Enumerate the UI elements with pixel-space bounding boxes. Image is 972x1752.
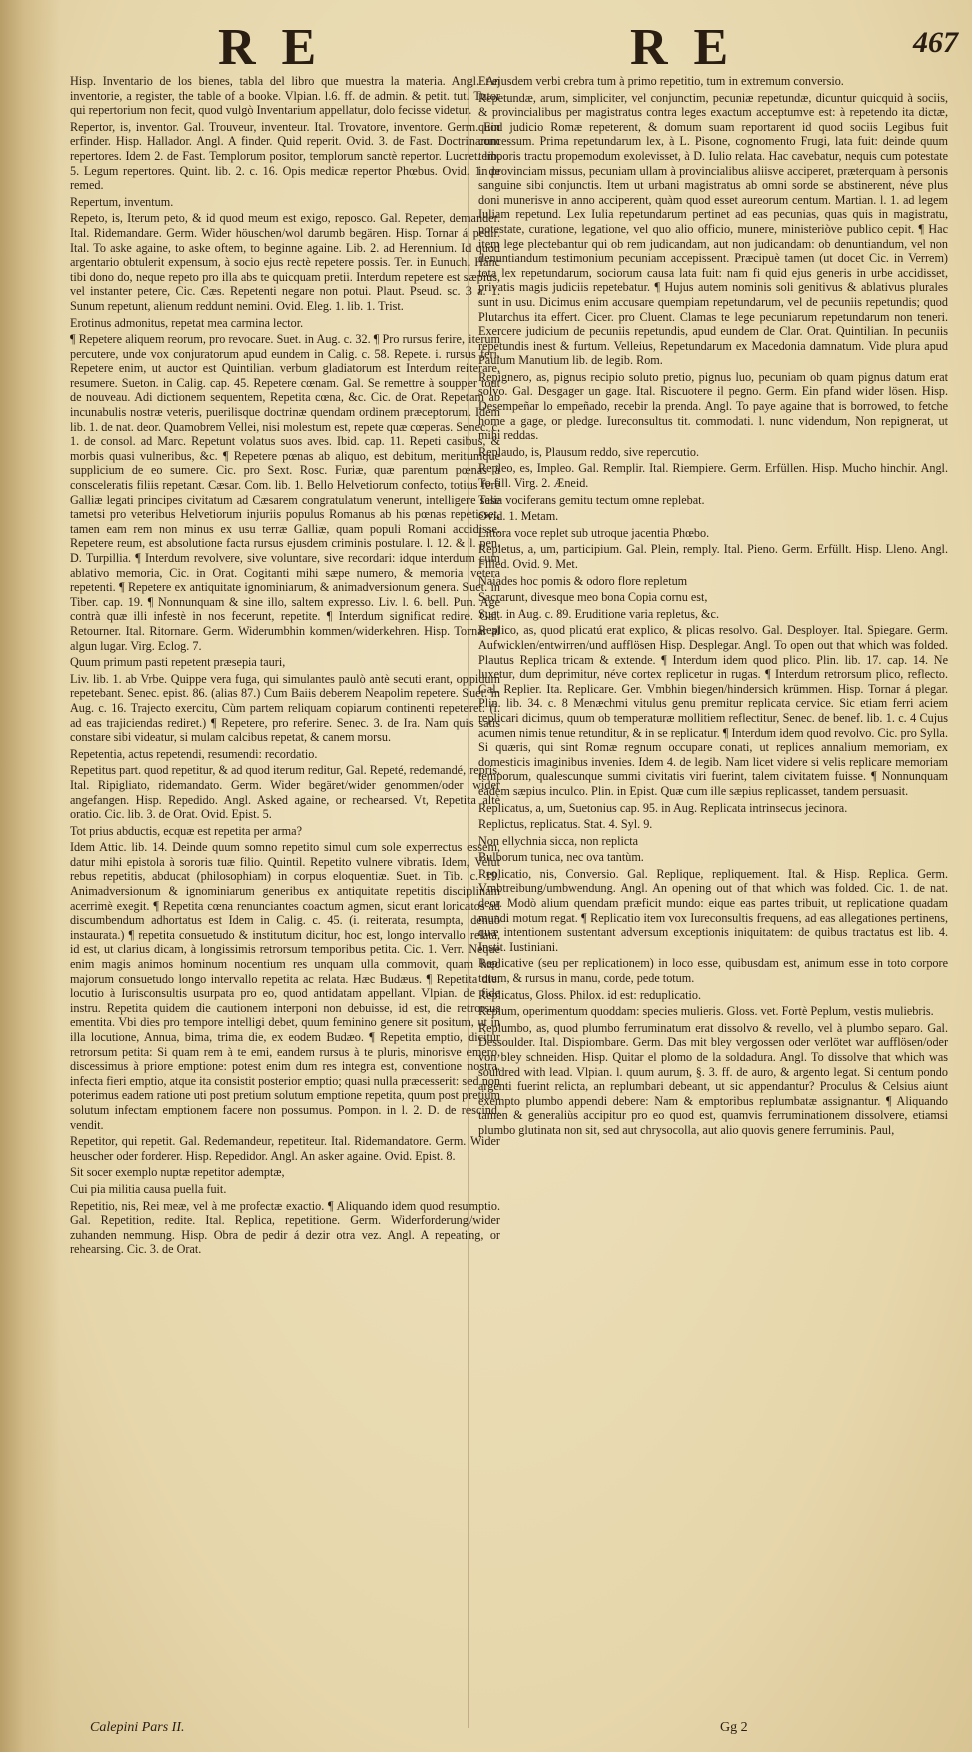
dictionary-entry: Erotinus admonitus, repetat mea carmina lector. bbox=[70, 315, 304, 330]
left-guide-word: RE bbox=[218, 19, 343, 76]
dictionary-entry: Repertor, is, inventor. Gal. Trouveur, inventeur. Ital. Trovatore, inventore. Germ. Ein erfinder. Hisp. Hallador. Angl. A finder. Quid reperit. Ovid. 3. de Fast. Doctrinarum repertores. Idem 2. de Fast. Templorum positor, templorum sanctè repertor. Lucret. lib. 5. Legum repertores. Quint. lib. 2. c. 16. Opis medicæ repertor Phœbus. Ovid. 1. de remed. bbox=[70, 119, 500, 193]
dictionary-entry: Et ejusdem verbi crebra tum à primo repetitio, tum in extremum conversio. bbox=[478, 74, 844, 88]
dictionary-entry: Tot prius abductis, ecquæ est repetita per arma? bbox=[70, 823, 302, 838]
dictionary-entry: Repignero, as, pignus recipio soluto pretio, pignus luo, pecuniam ob quam pignus datum erat solvo. Gal. Desgager un gage. Ital. Riscuotere il pegno. Germ. Ein pfand wider lösen. Hisp. Desempeñar lo empeñado, recebir la prenda. Angl. To paye againe that is borrowed, to fetche home a gage, or pledge. Iureconsultus tit. commodati. l. nunc videndum, Non repignerat, ut mihi reddas. bbox=[478, 369, 948, 443]
dictionary-entry: Repetitio, nis, Rei meæ, vel à me profectæ exactio. ¶ Aliquando idem quod resumptio. Gal. Repetition, redite. Ital. Replica, repetitione. Germ. Widerforderung/wider zuhanden nemmung. Hisp. Obra de pedir á dezir otra vez. Angl. A repeating, or rehearsing. Cic. 3. de Orat. bbox=[70, 1198, 500, 1257]
dictionary-entry: Replum, operimentum quoddam: species mulieris. Gloss. vet. Fortè Peplum, vestis muliebris. bbox=[478, 1004, 934, 1019]
page-number: 467 bbox=[913, 26, 958, 59]
dictionary-entry: Ovid. 1. Metam. bbox=[478, 509, 559, 524]
dictionary-entry: Replaudo, is, Plausum reddo, sive repercutio. bbox=[478, 444, 700, 459]
dictionary-entry: Talia vociferans gemitu tectum omne replebat. bbox=[478, 492, 705, 507]
dictionary-entry: Replicatio, nis, Conversio. Gal. Replique, repliquement. Ital. & Hisp. Replica. Germ. Vmbtreibung/umbwendung. Angl. An opening out of that which was folded. Cic. 1. de nat. deor. Modò alium quendam præficit mundo: eique eas partes tribuit, ut replicatione quadam mundi motum regat. ¶ Replicatio item vox Iureconsultis frequens, ad eas allegationes pertinens, quæ intentionem sustentant adversum exceptionis iniquitatem: de quibus tractatus est lib. 4. Instit. Iustiniani. bbox=[478, 866, 948, 954]
dictionary-entry: Repetundæ, arum, simpliciter, vel conjunctim, pecuniæ repetundæ, dicuntur quicquid à sociis, & provincialibus per magistratus contra leges exactum acceptumve est: à repetendo ita dictæ, quod judicio Romæ repeterent, & domum suam reportarent id quod sociis Legibus fuit concessum. Prima repetundarum lex, à L. Pisone, cognomento Frugi, lata fuit: deinde quum temporis tractu propemodum exolevisset, à D. Iulio relata. Hac cavebatur, nequis cum potestate in provinciam missus, pecuniam ullam à provincialibus aliisve acciperet, præterquam à personis sanguine sibi conjunctis. Item ut urbani magistratus ab omni sorde se abstinerent, néve plus doni munerisve in anno acciperent, quàm quod esset aureorum centum. Martian. l. 1. ad legem Iuliam repetund. Lex Iulia repetundarum pertinet ad eas pecunias, quas quis in magistratu, potestate, curatione, legatione, vel quo alio officio, munere, ministeriòve publico cepit. ¶ Hac item lege plectebantur qui ob rem judicandam, aut non judicandam: ob denuntiandum, vel non denuntiandum testimonium pecuniam accepissent. Præcipuè tamen (ut docet Cic. in Verrem) tota lex repetundarum, sociorum causa lata fuit: nam fi quid ejus generis in urbe accidisset, privatis magis judiciis repetebatur. ¶ Hujus autem nominis soli genitivus & ablativus plurales sunt in usu. Dicimus enim accusare quempiam repetundarum, vel de pecuniis repetundis; quod Plutarchus ita effert. Cicer. pro Cluent. Clamas te lege pecuniarum repetundarum non teneri. Exercere judicium de pecuniis repetundis, apud eundem de Clar. Orat. Quintilian. In pecuniis repetundis inest & furtum. Velleius, Repetundarum ex Macedonia damnatum. Vide plura apud Paulum Manutium lib. de legib. Rom. bbox=[478, 90, 948, 368]
dictionary-entry: Replicatus, a, um, Suetonius cap. 95. in Aug. Replicata intrinsecus jecinora. bbox=[478, 800, 848, 815]
dictionary-entry: Replicative (seu per replicationem) in loco esse, quibusdam est, animum esse in toto corpore totum, & rursus in manu, corde, pede totum. bbox=[478, 956, 948, 986]
binding-gutter bbox=[0, 0, 60, 1752]
dictionary-entry: Repleo, es, Impleo. Gal. Remplir. Ital. Riempiere. Germ. Erfüllen. Hisp. Mucho hinchir. Angl. To fill. Virg. 2. Æneid. bbox=[478, 461, 948, 491]
dictionary-entry: Cui pia militia causa puella fuit. bbox=[70, 1181, 227, 1196]
dictionary-entry: Replicatus, Gloss. Philox. id est: reduplicatio. bbox=[478, 987, 702, 1002]
footer-title: Calepini Pars II. bbox=[90, 1720, 185, 1735]
left-column bbox=[70, 74, 500, 1724]
dictionary-entry: Sit socer exemplo nuptæ repetitor ademptæ, bbox=[70, 1165, 285, 1180]
dictionary-entry: Idem Attic. lib. 14. Deinde quum somno repetito simul cum sole experrectus essem, datur mihi epistola à sororis tuæ filio. Quintil. Repetito vulnere vibratis. Idem, Velut rebus repetitis, abducat (philosophiam) in corpus eloquentiæ. Suet. in Tib. c. 19. Animadversionum & ignominiarum generibus ex antiquitate repetitis disciplinam acerrimè exegit. ¶ Repetita cœna renunciantes coactum agmen, sicut erant loricatos ad discumbendum adhortatus est Idem in Calig. c. 45. (i. reiterata, resumpta, denuò instaurata.) ¶ repetita consuetudo & institutum dicitur, hoc est, longo intervallo relata, id est, ut clarius dicam, à longissimis retrorsum temporibus petita. Cic. 1. Verr. Neque enim magis animos hominum nocentium res unquam ulla commovit, quam hæc majorum consuetudo longo intervallo repetita ac relata. Hæc Budæus. ¶ Repetita die: locutio à Iurisconsultis usurpata pro eo, quod antidatam appellant. Vlpian. de fide instru. Repetita quidem die cautionem interponi non debuisse, id est, die retrorsus ementita. Vbi dies pro tempore intelligi debet, quum feminino genere sit positum, ut in illa locutione, Annua, bima, trima die, ex eodem Budæo. ¶ Repetita emptio, dicitur retrorsum petita: Si quam rem à te emi, eandem rursus à te pluris, minorisve emero, discessimus à priore emptione: potest enim dum res integra est, conventione nostra, infecta fieri emptio, atque ita consistit posterior emptio; quasi nulla præcesserit: sed non poterimus eadem ratione uti post pretium solutum emptione repetita, quum post pretium solutum infectam emptionem facere non possumus. Pompon. in l. 2. D. de rescind. vendit. bbox=[70, 840, 500, 1132]
dictionary-entry: Bulborum tunica, nec ova tantùm. bbox=[478, 850, 644, 865]
dictionary-entry: Replumbo, as, quod plumbo ferruminatum erat dissolvo & revello, vel à plumbo separo. Gal. Dessoulder. Ital. Dispiombare. Germ. Das mit bley vergossen oder verlötet war aufflösen/oder von bley schneiden. Hisp. Quitar el plomo de la soldadura. Angl. To dissolve that which was souldred with lead. Vlpian. l. quum aurum, §. 3. ff. de auro, & argento legat. Si centum pondo argenti fuerint relicta, an replumbari debeant, ut sic appendantur? Proculus & Celsius aiunt exempto plumbo appendi debere: Nam & emptoribus replumbatæ assignantur. ¶ Aliquando tamen & generaliùs accipitur pro eo quod est, quamvis ferruminationem dissolvere, etiamsi plumbo glutinata non sit, sed aut chrysocolla, aut alio quovis genere ferruminis. Paul, bbox=[478, 1020, 948, 1137]
dictionary-entry: Naiades hoc pomis & odoro flore repletum bbox=[478, 573, 688, 588]
dictionary-entry: Repetitor, qui repetit. Gal. Redemandeur, repetiteur. Ital. Ridemandatore. Germ. Wider heuscher oder forderer. Hisp. Repedidor. Angl. An asker againe. Ovid. Epist. 8. bbox=[70, 1134, 500, 1163]
dictionary-entry: Replictus, replicatus. Stat. 4. Syl. 9. bbox=[478, 817, 653, 832]
dictionary-entry: Repertum, inventum. bbox=[70, 194, 174, 209]
dictionary-entry: ¶ Repetere aliquem reorum, pro revocare. Suet. in Aug. c. 32. ¶ Pro rursus ferire, iterum percutere, unde vox conjuratorum apud eundem in Calig. c. 58. Repete. i. rursus feri. Repetere enim, ut auctor est Quintilian. verbum gladiatorum est Interdum reiterare, resumere. Sueton. in Calig. cap. 45. Repetere cœnam. Gal. Se remettre à soupper tout de nouveau. Adi dictionem sequentem, Repetita cœna, &c. Cic. de Orat. Repetam ab incunabulis nostræ veteris, puerilisque doctrinæ quendam ordinem præceptorum. Idem lib. 1. de nat. deor. Quamobrem Vellei, nisi molestum est, repete quæ cœperas. Senec. c. 1. de consol. ad Marc. Repetunt volatus suos aves. Ibid. cap. 11. Repeti casibus, & morbis quasi vulneribus, &c. ¶ Repetere pœnas ab aliquo, est debitum, meritumque supplicium de eo sumere. Cic. pro Sext. Rosc. Furiæ, quæ parentum pœnas à consceleratis filiis repetant. Cæsar. Com. lib. 1. Bello Helvetiorum confecto, totius ferè Galliæ legati principes civitatum ad Cæsarem congratulatum venerunt, intelligere sese tametsi pro veteribus Helvetiorum injuriis populus Romanus ab his pœnas repetisset, tamen eam rem non minus ex usu terræ Galliæ, quam populi Romani accidisse. Repetere reum, est absolutione facta rursus ejusdem criminis postulare. l. 12. & l. pen. D. Turpillia. ¶ Interdum revolvere, sive voluntare, sive recordari: idque interdum cum ablativo memoria, Cic. in Orat. Cogitanti mihi sæpe numero, & memoria vetera repetenti. ¶ Repetere ex antiquitate ignominiarum, & animadversionum genera. Suet. in Tiber. cap. 19. ¶ Nonnunquam & sine illo, saltem expresso. Liv. l. 6. bell. Pun. Age contrà quæ illi infestè in nos fecerunt, repetite. ¶ Interdum significat redire. Gal. Retourner. Ital. Ritornare. Germ. Widerumbhin kommen/widerkehren. Hisp. Tornar al algun lugar. Virg. Eclog. 7. bbox=[70, 332, 500, 653]
dictionary-entry: Repetitus part. quod repetitur, & ad quod iterum reditur, Gal. Repeté, redemandé, repris. Ital. Ripigliato, ridemandato. Germ. Wider begäret/wider genommen/oder wider angefangen. Hisp. Repedido. Angl. Asked againe, or rechearsed. Vt, Repetita altè oratio. Cic. lib. 3. de Orat. Ovid. Epist. 5. bbox=[70, 763, 500, 822]
column-divider bbox=[468, 78, 469, 1728]
signature-mark: Gg 2 bbox=[720, 1720, 748, 1735]
dictionary-entry: Suet. in Aug. c. 89. Eruditione varia repletus, &c. bbox=[478, 606, 719, 621]
dictionary-entry: Replico, as, quod plicatú erat explico, & plicas resolvo. Gal. Desployer. Ital. Spiegare. Germ. Aufwicklen/entwirren/und aufflösen Hisp. Desplegar. Angl. To open out that which was folded. Plautus Replica tricam & extende. ¶ Interdum idem quod plico. Plin. lib. 17. cap. 14. Ne luxetur, dum deprimitur, néve cortex replicetur in rugas. ¶ Interdum retrorsum plico, reflecto. Gal. Replier. Ita. Replicare. Ger. Vmbhin biegen/hindersich krümmen. Hisp. Tornar á plegar. Plin. lib. 34. c. 8 Menæchmi vitulus genu premitur replicata cervice. Sic etiam ferri aciem replicari dicimus, quum ob temperaturæ mollitiem reflectitur, Senec. de benef. lib. 1. c. 4 Cujus acumen nimis tenue retunditur, & in se replicatur. ¶ Interdum idem quod revolvo. Cic. pro Sylla. Si quæris, qui sint Romæ regnum occupare conati, ut replices annalium memoriam, ex domesticis imaginibus invenies. Idem 4. de legib. Nam licet videre si velis replicare memoriam temporum, qualescunque summi civitatis viri fuerint, talem civitatem fuisse. ¶ Nonnunquam eadem sæpius inculco. Plin. in Epist. Quæ cum ille sæpius replicasset, tandem persuasit. bbox=[478, 623, 948, 798]
right-guide-word: RE bbox=[630, 19, 755, 76]
right-column bbox=[478, 74, 948, 1724]
dictionary-entry: Quum primum pasti repetent præsepia tauri, bbox=[70, 655, 286, 670]
dictionary-entry: Repletus, a, um, participium. Gal. Plein, remply. Ital. Pieno. Germ. Erfüllt. Hisp. Lleno. Angl. Filled. Ovid. 9. Met. bbox=[478, 542, 948, 571]
dictionary-entry: Repetentia, actus repetendi, resumendi: recordatio. bbox=[70, 746, 318, 761]
dictionary-entry: Littora voce replet sub utroque jacentia Phœbo. bbox=[478, 525, 710, 540]
running-header bbox=[0, 8, 972, 76]
dictionary-entry: Repeto, is, Iterum peto, & id quod meum est exigo, reposco. Gal. Repeter, demander. Ital. Ridemandare. Germ. Wider höuschen/wol darumb begären. Hisp. Tornar á pedir. Ital. To aske againe, to aske oftem, to beginne againe. Lib. 2. ad Herennium. Id quod argentario obtulerit expensum, à socio ejus rectè repetere possis. Ter. in Eunuch. Hanc tibi dono do, neque repeto pro illa abs te quicquam pretii. Interdum repetere est sæpius, vel instanter petere, Cic. Cæs. Repetenti negare non potui. Plaut. Pseud. sc. 3 a. 1. Sunum repetunt, alienum reddunt nemini. Ovid. Eleg. 1. lib. 1. Trist. bbox=[70, 211, 500, 313]
dictionary-entry: Sacrarunt, divesque meo bona Copia cornu est, bbox=[478, 590, 708, 605]
dictionary-entry: Non ellychnia sicca, non replicta bbox=[478, 833, 639, 848]
dictionary-entry: Hisp. Inventario de los bienes, tabla del libro que muestra la materia. Angl. An inventorie, a register, the table of a booke. Vlpian. l.6. ff. de admin. & petit. tut. Tutor qui repertorium non fecit, quod vulgò Inventarium appellatur, dolo fecisse videtur. bbox=[70, 74, 500, 118]
dictionary-entry: Liv. lib. 1. ab Vrbe. Quippe vera fuga, qui simulantes paulò antè secuti erant, oppidum repetebant. Senec. epist. 86. (alias 87.) Cum Baiis deberem Neapolim repetere. Suet. in Aug. c. 16. Trajecto exercitu, Cùm partem reliquam copiarum continenti repeteret: (i. ad eas trajiciendas rediret.) ¶ Repetere, pro referire. Senec. 3. de Ira. Nam quis satis constare sibi videatur, si mulam calcibus repetat, & canem morsu. bbox=[70, 671, 500, 745]
